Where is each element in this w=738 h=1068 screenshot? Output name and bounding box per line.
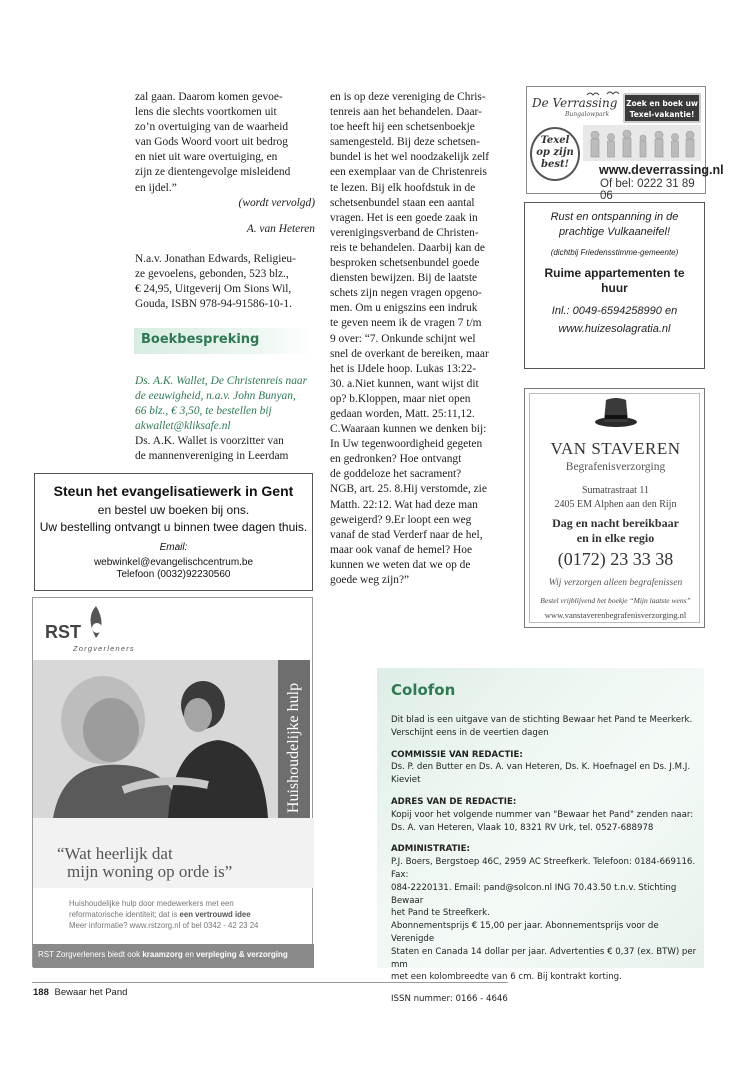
staveren-motto: Wij verzorgen alleen begrafenissen [548, 578, 683, 588]
magazine-title: Bewaar het Pand [54, 987, 128, 998]
column-2: en is op deze vereniging de Chris- tenreis aan het behandelen. Daar- toe heeft hij een schetsenboekje samengesteld. Bij deze schetsen- bundel is het wel noodzakelijk zelf een exemplaar van de Christenreis te lezen. Bij elk hoofdstuk in de schetsenbundel staan een aantal vragen. Het is een goede zaak in verenigingsverband de Christen- reis te behandelen. Daarbij kan de besproken schetsenbundel goede diensten bewijzen. Bij de laatste schets zijn negen vragen opgeno- men. Om u enigszins een indruk te geven neem ik de vragen 7 t/m 9 over: “7. Onkunde schijnt wel snel de overkant de bereiken, maar het is IJdele hoop. Lukas 13:22- 30. a.Niet kunnen, want wijst dit op? b.Kloppen, maar niet open gedaan worden, Matt. 25:11,12. C.Waaraan kunnen we denken bij: In Uw tegenwoordigheid gegeten en gedronken? Hoe ontvangt de goddeloze het sacrament? NGB, art. 25. 8.Hij verstomde, zie Matth. 22:12. Wat had deze man geweigerd? 9.Er loopt een weg vanaf de stad Verderf naar de hel, maar ook vanaf de hemel? Hoe kunnen we weten dat we op de goede weg zijn?” [330, 91, 490, 586]
staveren-city: 2405 EM Alphen aan den Rijn [554, 499, 677, 510]
page-number: 188 [33, 987, 49, 998]
rst-logo-text: RST [45, 622, 81, 642]
verrassing-brand: De Verrassing [532, 96, 618, 110]
page-footer [33, 987, 127, 998]
rst-quote-2: mijn woning op orde is” [67, 862, 233, 881]
verrassing-badge: Zoek en boek uw Texel-vakantie! [623, 93, 701, 123]
staveren-url[interactable]: www.vanstaverenbegrafenisverzorging.nl [544, 610, 687, 620]
rst-logo-sub: Zorgverleners [73, 644, 135, 653]
rst-vertical-text: Huishoudelijke hulp [285, 682, 302, 814]
gent-email[interactable]: webwinkel@evangelischcentrum.be [93, 557, 254, 568]
section-title: Boekbespreking [141, 332, 260, 347]
staveren-name: VAN STAVEREN [550, 439, 681, 458]
column-1 [135, 90, 315, 312]
staveren-avail-1: Dag en nacht bereikbaar [552, 516, 679, 530]
family-illustration [583, 125, 701, 161]
birds-icon [585, 89, 625, 99]
ad-van-staveren [524, 388, 705, 628]
ad-rst-zorgverleners [32, 597, 313, 967]
ad-de-verrassing[interactable] [526, 86, 724, 202]
section-header-boekbespreking [134, 328, 314, 354]
vulkaan-website[interactable]: www.huizesolagratia.nl [558, 323, 671, 335]
colofon-issn: ISSN nummer: 0166 - 4646 [391, 994, 508, 1005]
staveren-sub: Begrafenisverzorging [565, 461, 666, 473]
colofon-box [377, 668, 704, 1005]
email-link[interactable]: akwallet@kliksafe.nl [135, 420, 231, 433]
ad-evangelisatie-gent: Steun het evangelisatiewerk in Gent en bestel uw boeken bij ons. Uw bestelling ontvangt u binnen twee dagen thuis. Email: webwinkel@evangelischcentrum.be Telefoon (0032)92230560 [34, 473, 313, 591]
staveren-booklet: Bestel vrijblijvend het boekje “Mijn laatste wens” [540, 596, 691, 605]
gent-title: Steun het evangelisatiewerk in Gent [53, 483, 294, 499]
rst-photo [33, 660, 278, 818]
verrassing-url[interactable]: www.deverrassing.nl [599, 163, 724, 177]
verrassing-phone: Of bel: 0222 31 89 06 [600, 178, 695, 202]
staveren-street: Sumatrastraat 11 [581, 485, 650, 496]
book-review: Ds. A.K. Wallet, De Christenreis naar de eeuwigheid, n.a.v. John Bunyan, 66 blz., € 3,50, te bestellen bij akwallet@kliksafe.nl Ds. A.K. Wallet is voorzitter van de mannenvereniging in Leerdam [135, 374, 315, 465]
article-author: A. van Heteren [246, 222, 315, 235]
continued-note: (wordt vervolgd) [238, 196, 315, 209]
texel-badge: Texel op zijn best! [530, 127, 580, 181]
rst-logo-icon [83, 604, 109, 640]
book-note: N.a.v. Jonathan Edwards, Religieu- ze gevoelens, gebonden, 523 blz., € 24,95, Uitgeverij Om Sions Wil, Gouda, ISBN 978-94-91586-10-1. [135, 252, 296, 311]
article-ending: zal gaan. Daarom komen gevoe- lens die slechts voortkomen uit zo’n overtuiging van de waarheid van Gods Woord voort uit bedrog en niet uit ware overtuiging, en zijn ze dientengevolge misleidend en ijdel.” [135, 91, 291, 194]
colofon-title: Colofon [391, 681, 456, 699]
rst-photo-illustration [33, 660, 278, 818]
rst-footer: RST Zorgverleners biedt ook kraamzorg en verpleging & verzorging [33, 944, 314, 968]
staveren-avail-2: en in elke regio [576, 531, 655, 545]
rst-quote-1: “Wat heerlijk dat [57, 844, 173, 863]
colofon-body: Dit blad is een uitgave van de stichting Bewaar het Pand te Meerkerk. Verschijnt eens in de veertien dagen COMMISSIE VAN REDACTIE: Ds. P. den Butter en Ds. A. van Heteren, Ds. K. Hoefnagel en Ds. J.M.J. Kieviet ADRES VAN DE REDACTIE: Kopij voor het volgende nummer van "Bewaar het Pand" zenden naar: Ds. A. van Heteren, Vlaak 10, 8321 RV Urk, tel. 0527-688978 ADMINISTRATIE: P.J. Boers, Bergstoep 46C, 2959 AC Streefkerk. Telefoon: 0184-669116. Fax: 084-2220131. Email: pand@solcon.nl ING 70.43.50 t.n.v. Stichting Bewaar het Pand te Streefkerk. Abonnementsprijs € 15,00 per jaar. Abonnementsprijs voor de Verenigde Staten en Canada 14 dollar per jaar. Advertenties € 0,37 (ex. BTW) per mm met een kolombreedte van 6 cm. Bij kontrakt korting. ISSN nummer: 0166 - 4646 [391, 714, 699, 1006]
footer-rule [32, 982, 508, 983]
staveren-phone: (0172) 23 33 38 [557, 549, 674, 569]
ad-vulkaaneifel: Rust en ontspanning in de prachtige Vulkaaneifel! (dichtbij Friedensstimme-gemeente) Ruime appartementen te huur Inl.: 0049-6594258990 en www.huizesolagratia.nl [524, 202, 705, 369]
top-hat-icon [593, 395, 639, 429]
verrassing-sub: Bungalowpark [565, 111, 610, 118]
rst-small-text: Huishoudelijke hulp door medewerkers met een reformatorische identiteit; dat is een vertrouwd idee Meer informatie? www.rstzorg.nl of bel 0342 - 42 23 24 [69, 899, 259, 930]
